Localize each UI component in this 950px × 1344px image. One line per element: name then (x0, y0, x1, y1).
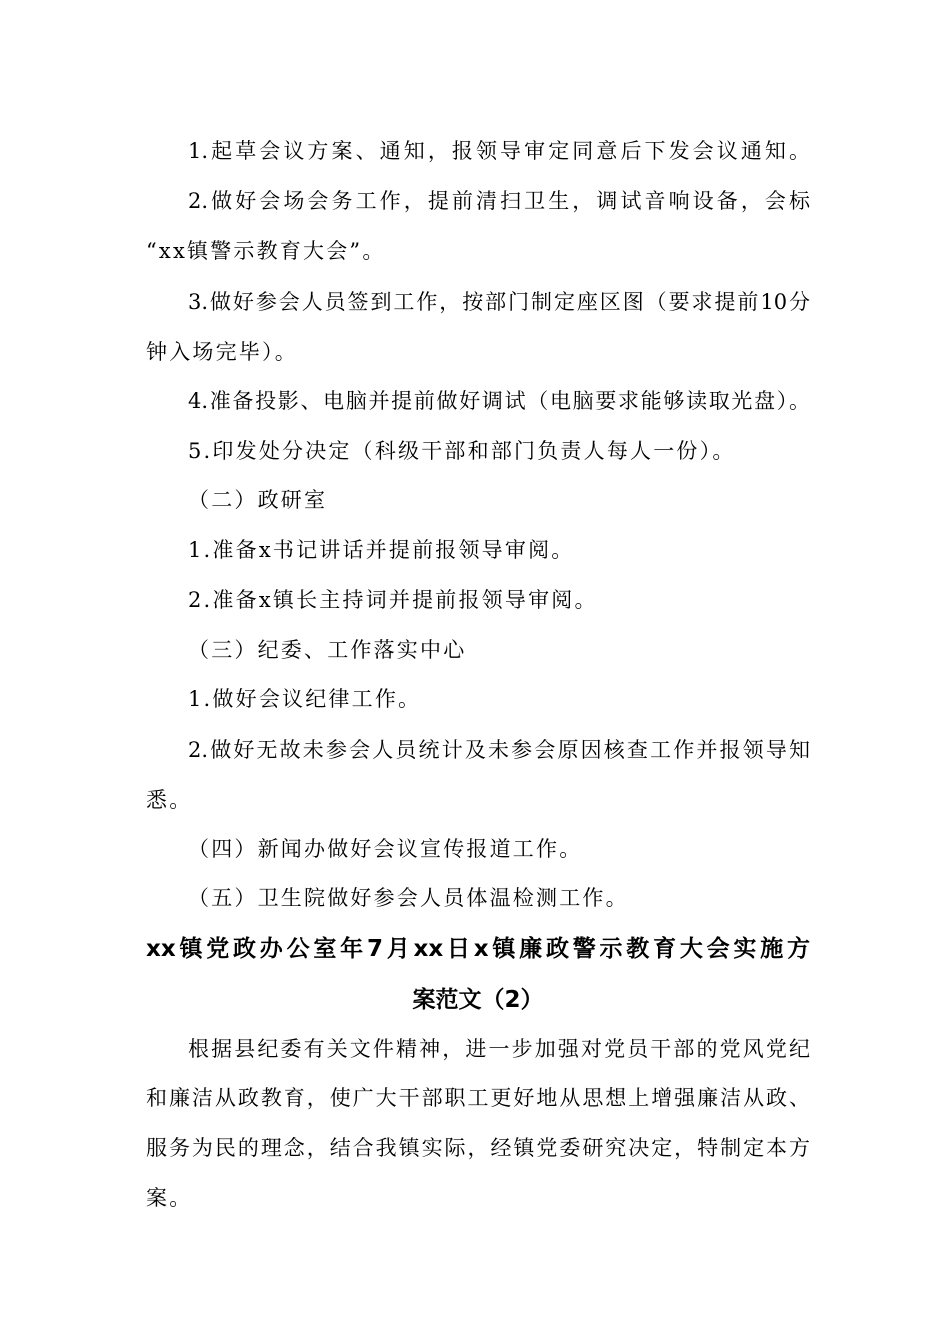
item-meeting-discipline: 1.做好会议纪律工作。 (188, 687, 422, 711)
section-heading-discipline: （三）纪委、工作落实中心 (188, 638, 467, 662)
intro-paragraph-line1: 根据县纪委有关文件精神，进一步加强对党员干部的党风党纪 (188, 1037, 810, 1061)
item-print-decision: 5.印发处分决定（科级干部和部门负责人每人一份）。 (188, 439, 736, 463)
item-projector: 4.准备投影、电脑并提前做好调试（电脑要求能够读取光盘）。 (188, 389, 810, 413)
section-health-center: （五）卫生院做好参会人员体温检测工作。 (188, 886, 629, 910)
section-heading-policy-office: （二）政研室 (188, 488, 328, 512)
item-draft-notice: 1.起草会议方案、通知，报领导审定同意后下发会议通知。 (188, 139, 810, 163)
item-sign-in-cont: 钟入场完毕）。 (146, 340, 298, 364)
document-title-line1: xx镇党政办公室年7月xx日x镇廉政警示教育大会实施方 (146, 936, 810, 962)
document-title-line2: 案范文（2） (412, 987, 544, 1013)
item-venue-prep: 2.做好会场会务工作，提前清扫卫生，调试音响设备，会标 (188, 189, 810, 213)
intro-paragraph-line2: 和廉洁从政教育，使广大干部职工更好地从思想上增强廉洁从政、 (146, 1086, 810, 1110)
item-secretary-speech: 1.准备x书记讲话并提前报领导审阅。 (188, 538, 575, 562)
item-absence-check: 2.做好无故未参会人员统计及未参会原因核查工作并报领导知 (188, 738, 810, 762)
item-host-script: 2.准备x镇长主持词并提前报领导审阅。 (188, 588, 598, 612)
section-news-office: （四）新闻办做好会议宣传报道工作。 (188, 837, 583, 861)
intro-paragraph-line4: 案。 (146, 1186, 193, 1210)
intro-paragraph-line3: 服务为民的理念，结合我镇实际，经镇党委研究决定，特制定本方 (146, 1136, 810, 1160)
item-absence-check-cont: 悉。 (146, 788, 193, 812)
item-sign-in: 3.做好参会人员签到工作，按部门制定座区图（要求提前10分 (188, 290, 810, 314)
item-venue-prep-cont: “xx镇警示教育大会”。 (146, 239, 386, 263)
